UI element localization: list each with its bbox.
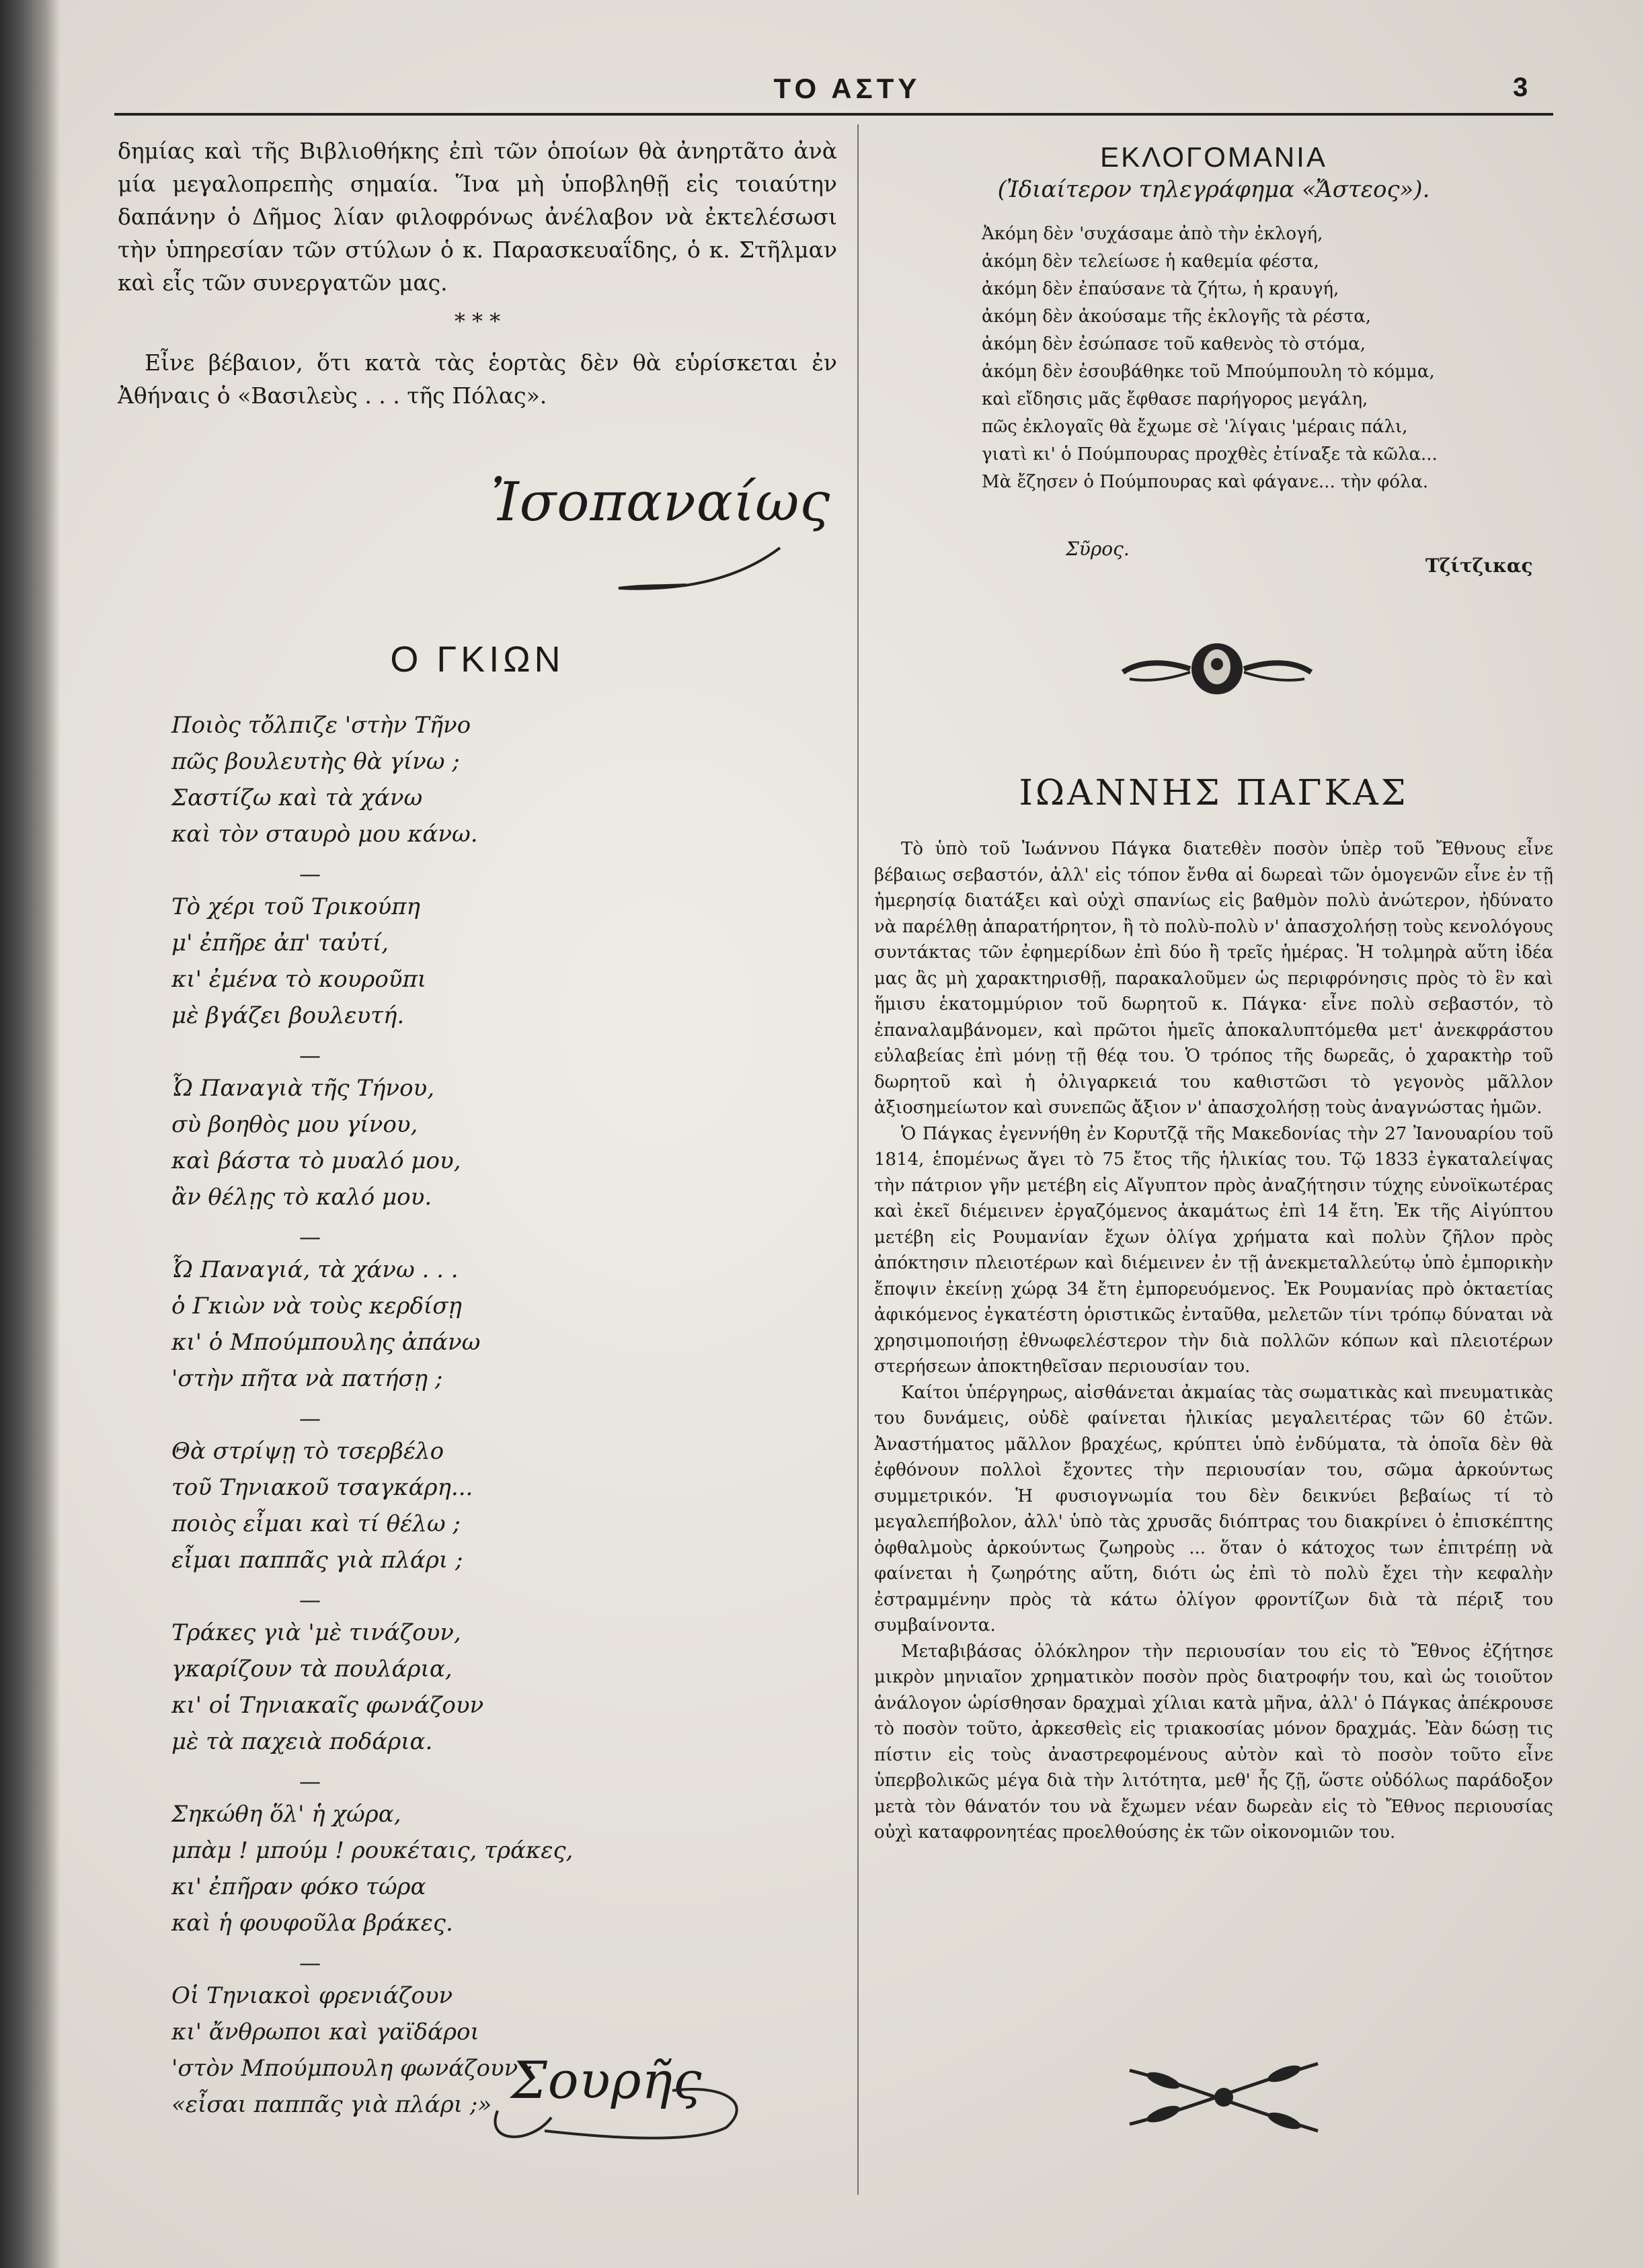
stanza-separator: — xyxy=(299,1769,321,1794)
verse-line: τοῦ Τηνιακοῦ τσαγκάρη... xyxy=(171,1474,473,1501)
stanza-separator: — xyxy=(299,1043,321,1068)
verse-line: Θὰ στρίψῃ τὸ τσερβέλο xyxy=(171,1438,444,1465)
asterism: * * * xyxy=(454,309,501,334)
signature-souris: Σουρῆς xyxy=(511,2050,703,2110)
verse-line: γιατὶ κι' ὁ Πούμπουρας προχθὲς ἐτίναξε τὰ κῶλα... xyxy=(982,444,1438,464)
verse-line: 'στὸν Μπούμπουλη φωνάζουν : xyxy=(171,2055,533,2082)
pagkas-paragraph-1: Τὸ ὑπὸ τοῦ Ἰωάννου Πάγκα διατεθὲν ποσὸν ὑπὲρ τοῦ Ἔθνους εἶνε βέβαιως σεβαστόν, ἀλλ' εἰς τόπον ἔνθα αἱ δωρεαὶ τῶν ὁμογενῶν εἶνε ἐν τῇ ἡμερησίᾳ διατάξει καὶ οὐχὶ σπανίως εἰς βαθμὸν πολὺ ἀνώτερον, ἠδύνατο νὰ παρέλθῃ ἀπαρατήρητον, ἢ τὸ πολὺ-πολὺ ν' ἀπασχολήσῃ τοὺς κενολόγους συντάκτας τῶν ἐφημερίδων ἐπὶ δύο ἢ τρεῖς ἡμέρας. Ἡ τολμηρὰ αὕτη ἰδέα μας ἂς μὴ χαρακτηρισθῇ, παρακαλοῦμεν ὡς περιφρόνησις πρὸς τὸ ἓν καὶ ἥμισυ ἑκατομμύριον τοῦ δωρητοῦ κ. Πάγκα· εἶνε πολὺ σεβαστόν, τὸ ἐπαναλαμβάνομεν, καὶ πρῶτοι ἡμεῖς ἀποκαλυπτόμεθα μετ' ἀνεκφράστου εὐλαβείας ἐπὶ μόνῃ τῇ θέᾳ του. Ὁ τρόπος τῆς δωρεᾶς, ὁ χαρακτὴρ τοῦ δωρητοῦ καὶ ἡ ὀλιγαρκειά του καθιστῶσι τὸ γεγονὸς μᾶλλον ἀξιοσημείωτον καὶ συνεπῶς ἄξιον ν' ἀπασχολήσῃ τοὺς ἀναγνώστας ἡμῶν. xyxy=(874,839,1553,1118)
page-number: 3 xyxy=(1513,73,1528,102)
verse-line: γκαρίζουν τὰ πουλάρια, xyxy=(171,1656,453,1683)
pagkas-title: ΙΩΑΝΝΗΣ ΠΑΓΚΑΣ xyxy=(1019,773,1409,813)
stanza-1 xyxy=(171,707,837,852)
verse-line: πῶς ἐκλογαῖς θὰ ἔχωμε σὲ 'λίγαις 'μέραις πάλι, xyxy=(982,417,1408,437)
verse-line: Σηκώθη ὅλ' ἡ χώρα, xyxy=(171,1801,401,1828)
pagkas-paragraph-2: Ὁ Πάγκας ἐγεννήθη ἐν Κορυτζᾷ τῆς Μακεδονίας τὴν 27 Ἰανουαρίου τοῦ 1814, ἑπομένως ἄγει τὸ 75 ἔτος τῆς ἡλικίας του. Τῷ 1833 ἐγκαταλείψας τὴν πάτριον γῆν μετέβη εἰς Αἴγυπτον πρὸς ἀναζήτησιν τύχης εὐνοϊκωτέρας καὶ ἐκεῖ διέμεινεν ἐργαζόμενος ἀκαμάτως ἐπὶ 14 ἔτη. Ἐκ τῆς Αἰγύπτου μετέβη εἰς Ρουμανίαν ἔχων ὀλίγα χρήματα καὶ πολὺν ζῆλον πρὸς ἀπόκτησιν πλειοτέρων καὶ διέμεινεν ἐν τῇ ἀνεκμεταλλεύτῳ ὑπὸ ἐμπορικὴν ἔποψιν ἐκείνῃ χώρᾳ 34 ἔτη ἐμπορευόμενος. Ἐκ Ρουμανίας πρὸ ὀκταετίας ἀφικόμενος ἐγκατέστη ὁριστικῶς ἐνταῦθα, μελετῶν τίνι τρόπῳ δύναται νὰ χρησιμοποιήσῃ ἐθνωφελέστερον τὴν διὰ πολλῶν κόπων καὶ πλειοτέρων στερήσεων ἀποκτηθεῖσαν περιουσίαν του. xyxy=(874,1123,1553,1377)
verse-line: σὺ βοηθὸς μου γίνου, xyxy=(171,1111,418,1138)
stanza-separator: — xyxy=(299,861,321,887)
note-paragraph: Εἶνε βέβαιον, ὅτι κατὰ τὰς ἑορτὰς δὲν θὰ εὑρίσκεται ἐν Ἀθήναις ὁ «Βασιλεὺς . . . τῆς Πόλας». xyxy=(118,350,837,409)
verse-line: Σαστίζω καὶ τὰ χάνω xyxy=(171,784,423,811)
verse-line: μ' ἐπῆρε ἀπ' ταὐτί, xyxy=(171,930,389,957)
stanza-separator: — xyxy=(299,1587,321,1613)
left-column xyxy=(118,134,837,412)
verse-line: Ἀκόμη δὲν 'συχάσαμε ἀπὸ τὴν ἐκλογή, xyxy=(982,224,1323,244)
vignette-ornament-icon xyxy=(1116,632,1318,706)
verse-line: κι' ἄνθρωποι καὶ γαϊδάροι xyxy=(171,2019,479,2046)
masthead-title: ΤΟ ΑΣΤΥ xyxy=(773,73,921,104)
signature-isopanaios: Ἰσοπαναίως xyxy=(491,471,831,533)
eklogomania-title: ΕΚΛΟΓΟΜΑΝΙΑ xyxy=(1100,141,1327,173)
verse-line: Ὦ Παναγιὰ τῆς Τήνου, xyxy=(171,1075,435,1102)
crossed-branches-ornament-icon xyxy=(1116,2050,1331,2144)
continued-article-text: δημίας καὶ τῆς Βιβλιοθήκης ἐπὶ τῶν ὁποίων θὰ ἀνηρτᾶτο ἀνὰ μία μεγαλοπρεπὴς σημαία. Ἵνα μὴ ὑποβληθῇ εἰς τοιαύτην δαπάνην ὁ Δῆμος λίαν φιλοφρόνως ἀνέλαβον νὰ ἐκτελέσωσι τὴν ὑπηρεσίαν τῶν στύλων ὁ κ. Παρασκευαΐδης, ὁ κ. Στῆλμαν καὶ εἷς τῶν συνεργατῶν μας. xyxy=(118,138,837,296)
verse-line: μὲ τὰ παχειὰ ποδάρια. xyxy=(171,1728,433,1755)
right-column xyxy=(874,134,1553,496)
verse-line: Ποιὸς τὄλπιζε 'στὴν Τῆνο xyxy=(171,712,471,739)
verse-line: κι' ὁ Μπούμπουλης ἀπάνω xyxy=(171,1329,481,1356)
signature-flourish xyxy=(605,538,807,598)
stanza-separator: — xyxy=(299,1950,321,1976)
signature-souris-flourish xyxy=(471,2064,773,2151)
verse-line: Μὰ ἔζησεν ὁ Πούμπουρας καὶ φάγανε... τὴν φόλα. xyxy=(982,472,1429,492)
pagkas-paragraph-3: Καίτοι ὑπέργηρως, αἰσθάνεται ἀκμαίας τὰς σωματικὰς καὶ πνευματικὰς του δυνάμεις, οὐδὲ φαίνεται ἡλικίας μεγαλειτέρας τῶν 60 ἐτῶν. Ἀναστήματος μᾶλλον βραχέως, κρύπτει ὑπὸ ἐνδύματα, τὰ ὁποῖα δὲν θὰ ἐφθόνουν πολλοὶ ἔχοντες τὴν περιουσίαν του, σῶμα ἀρκούντως συμμετρικόν. Ἡ φυσιογνωμία του δὲν δεικνύει βεβαίως τί τὸ μεγαλεπήβολον, ἀλλ' ὑπὸ τὰς χρυσᾶς διόπτρας του διακρίνει ὁ ἐπισκέπτης ὀφθαλμοὺς ἀρκούντως ζωηροὺς ... ὅταν ὁ κάτοχος των ἐπιτρέπῃ νὰ φαίνεται ἡ ζωηρότης αὕτη, διότι ὡς ἐπὶ τὸ πολὺ ἔχει τὴν κεφαλὴν ἐστραμμένην πρὸς τὰ κάτω ὀλίγον φροντίζων διὰ τὰ πέριξ του συμβαίνοντα. xyxy=(874,1382,1553,1635)
stanza-separator: — xyxy=(299,1224,321,1250)
verse-line: εἶμαι παππᾶς γιὰ πλάρι ; xyxy=(171,1547,463,1574)
verse-line: «εἶσαι παππᾶς γιὰ πλάρι ;» xyxy=(171,2091,492,2118)
verse-line: μπὰμ ! μπούμ ! ρουκέταις, τράκες, xyxy=(171,1837,574,1864)
verse-line: καὶ τὸν σταυρὸ μου κάνω. xyxy=(171,821,478,848)
stanza-6 xyxy=(171,1615,837,1760)
header-rule xyxy=(114,113,1553,116)
verse-line: καὶ βάστα τὸ μυαλό μου, xyxy=(171,1147,461,1174)
verse-line: ἀκόμη δὲν ἀκούσαμε τῆς ἐκλογῆς τὰ ρέστα, xyxy=(982,307,1372,327)
pagkas-paragraph-4: Μεταβιβάσας ὁλόκληρον τὴν περιουσίαν του εἰς τὸ Ἔθνος ἐζήτησε μικρὸν μηνιαῖον χρηματικὸν ποσὸν πρὸς διατροφήν του, καὶ ὡς τοιοῦτον ἀνάλογον ὡρίσθησαν δραχμαὶ χίλιαι κατὰ μῆνα, ἀλλ' ὁ Πάγκας ἀπέκρουσε τὸ ποσὸν τοῦτο, ἀρκεσθεὶς εἰς τριακοσίας μόνον δραχμάς. Ἐὰν δώσῃ τις πίστιν εἰς τοὺς ἀναστρεφομένους αὐτὸν καὶ τὸ ποσὸν τοῦτο εἶνε ὑπερβολικῶς μέγα διὰ τὴν λιτότητα, μεθ' ἧς ζῇ, ὥστε οὐδόλως παράδοξον μετὰ τὸν θάνατόν του νὰ ἔχωμεν νέαν δωρεὰν εἰς τὸ Ἔθνος περιουσίας οὐχὶ καταφρονητέας προελθούσης ἐκ τῶν οἰκονομιῶν του. xyxy=(874,1641,1553,1842)
stanza-3 xyxy=(171,1070,837,1215)
eklogomania-verses xyxy=(874,220,1553,496)
stanza-separator: — xyxy=(299,1406,321,1431)
gkion-poem xyxy=(118,639,837,2130)
verse-line: Τὸ χέρι τοῦ Τρικούπη xyxy=(171,893,420,920)
verse-line: μὲ βγάζει βουλευτή. xyxy=(171,1002,405,1029)
verse-line: ἀκόμη δὲν ἐσώπασε τοῦ καθενὸς τὸ στόμα, xyxy=(982,334,1366,354)
verse-line: Ὦ Παναγιά, τὰ χάνω . . . xyxy=(171,1256,459,1283)
stanza-7 xyxy=(171,1796,837,1941)
verse-line: πῶς βουλευτὴς θὰ γίνω ; xyxy=(171,748,460,775)
eklogomania-place: Σῦρος. xyxy=(1066,538,1130,560)
verse-line: καὶ εἴδησις μᾶς ἔφθασε παρήγορος μεγάλη, xyxy=(982,389,1368,409)
stanza-2 xyxy=(171,889,837,1034)
verse-line: κι' οἱ Τηνιακαῖς φωνάζουν xyxy=(171,1692,484,1719)
eklogomania-subtitle: (Ἰδιαίτερον τηλεγράφημα «Ἄστεος»). xyxy=(997,176,1430,203)
pagkas-article xyxy=(874,773,1553,1846)
verse-line: 'στὴν πῆτα νὰ πατήσῃ ; xyxy=(171,1365,443,1392)
verse-line: ἀκόμη δὲν ἐσουβάθηκε τοῦ Μπούμπουλη τὸ κόμμα, xyxy=(982,362,1435,382)
verse-line: καὶ ἡ φουφοῦλα βράκες. xyxy=(171,1910,453,1937)
verse-line: ἀκόμη δὲν τελείωσε ἡ καθεμία φέστα, xyxy=(982,251,1319,272)
verse-line: ὁ Γκιὼν νὰ τοὺς κερδίσῃ xyxy=(171,1293,462,1320)
verse-line: Οἱ Τηνιακοὶ φρενιάζουν xyxy=(171,1982,453,2009)
verse-line: ἂν θέλῃς τὸ καλό μου. xyxy=(171,1184,432,1211)
eklogomania-signature: Τζίτζικας xyxy=(1425,555,1533,577)
verse-line: κι' ἐμένα τὸ κουροῦπι xyxy=(171,966,427,993)
stanza-5 xyxy=(171,1433,837,1578)
verse-line: Τράκες γιὰ 'μὲ τινάζουν, xyxy=(171,1619,461,1646)
column-rule xyxy=(857,124,859,2195)
verse-line: ἀκόμη δὲν ἐπαύσανε τὰ ζήτω, ἡ κραυγή, xyxy=(982,279,1339,299)
binding-shadow xyxy=(0,0,61,2268)
verse-line: ποιὸς εἶμαι καὶ τί θέλω ; xyxy=(171,1510,461,1537)
stanza-4 xyxy=(171,1252,837,1397)
verse-line: κι' ἐπῆραν φόκο τώρα xyxy=(171,1873,426,1900)
gkion-title: Ο ΓΚΙΩΝ xyxy=(390,639,565,680)
